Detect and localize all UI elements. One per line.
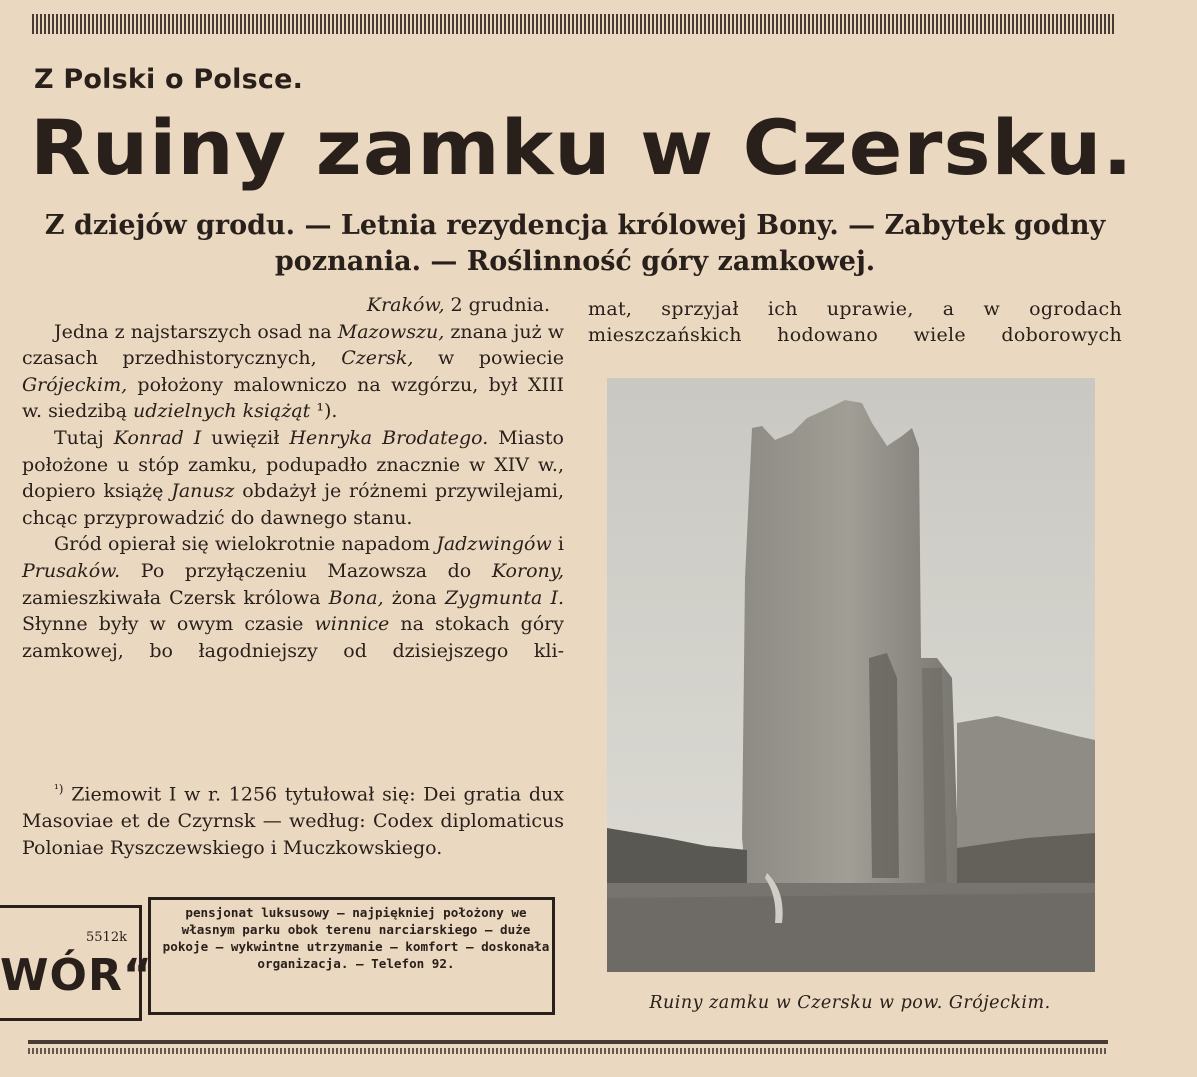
paragraph-1 — [22, 319, 564, 425]
castle-ruins-illustration — [607, 378, 1095, 972]
text: Po przyłączeniu Mazowsza do — [120, 559, 492, 582]
article-right-column — [588, 296, 1122, 348]
text-italic: Prusaków. — [22, 559, 121, 582]
text: zamieszkiwała Czersk królowa — [22, 586, 329, 609]
section-kicker: Z Polski o Polsce. — [34, 64, 304, 95]
text-italic: Czersk, — [341, 347, 414, 370]
bottom-rule — [28, 1040, 1108, 1044]
text-italic: Zygmunta I. — [444, 586, 564, 609]
text: znana już w czasach przedhistorycznych, — [22, 320, 564, 370]
article-left-column — [22, 292, 564, 664]
text: Miasto położone u stóp zamku, podupadło znacznie w XIV w., dopiero książę — [22, 426, 564, 503]
text: Gród opierał się wielokrotnie napadom — [54, 533, 437, 556]
text-italic: Janusz — [171, 480, 235, 503]
text-italic: Korony, — [491, 559, 564, 582]
paragraph-3 — [22, 531, 564, 664]
castle-ruins-photo — [607, 378, 1095, 972]
advertisement-name: WÓR“ — [0, 950, 153, 1001]
text-italic: udzielnych książąt — [132, 400, 311, 423]
text: żona — [383, 586, 445, 609]
top-decorative-rule — [32, 14, 1116, 34]
paragraph-2 — [22, 425, 564, 531]
dateline-date: 2 grudnia. — [450, 294, 550, 316]
article-subtitle — [28, 208, 1122, 280]
text: na stokach góry zamkowej, bo łagodniejszy od dzisiejszego kli- — [22, 613, 564, 662]
text-italic: Konrad I — [113, 426, 202, 449]
footnote-text: Ziemowit I w r. 1256 tytułował się: Dei gratia dux Masoviae et de Czyrnsk — według: Codex diplomaticus Poloniae Ryszczewskiego i Muczkowskiego. — [22, 783, 564, 860]
text-italic: Bona, — [328, 586, 384, 609]
dateline — [22, 292, 564, 319]
text-italic: Henryka Brodatego. — [289, 426, 489, 449]
bottom-decorative-rule — [28, 1048, 1108, 1054]
dateline-place: Kraków, — [366, 294, 445, 316]
text: Tutaj — [54, 426, 114, 449]
text: obdażył je różnemi przywilejami, chcąc przyprowadzić do dawnego stanu. — [22, 480, 565, 529]
footnote — [22, 776, 564, 862]
text-italic: Mazowszu, — [337, 320, 445, 343]
text: uwięził — [201, 426, 290, 449]
text-italic: Grójeckim, — [22, 373, 128, 396]
footnote-mark: ¹) — [54, 782, 64, 796]
text: w powiecie — [413, 347, 564, 370]
text: położony malowniczo na wzgórzu, był XIII w. siedzibą — [22, 373, 564, 423]
right-column-line-1: mat, sprzyjał ich uprawie, a w ogrodach — [588, 298, 1122, 320]
subtitle-line-2: poznania. — Roślinność góry zamkowej. — [274, 246, 876, 277]
text: Jedna z najstarszych osad na — [54, 320, 338, 343]
text: Słynne były w owym czasie — [22, 613, 315, 636]
article-headline: Ruiny zamku w Czersku. — [30, 103, 1134, 192]
advertisement-number: 5512k — [86, 930, 127, 945]
text-italic: Jadzwingów — [436, 533, 552, 556]
subtitle-line-1: Z dziejów grodu. — Letnia rezydencja królowej Bony. — Zabytek godny — [44, 210, 1106, 241]
advertisement-text: pensjonat luksusowy — najpiękniej położony we własnym parku obok terenu narciarskiego — duże pokoje — wykwintne utrzymanie — komfort — doskonała organizacja. — Telefon 92. — [162, 905, 550, 971]
footnote-ref: ¹). — [310, 400, 338, 423]
photo-caption: Ruiny zamku w Czersku w pow. Grójeckim. — [649, 993, 1051, 1013]
text: i — [551, 533, 564, 556]
right-column-line-2: mieszczańskich hodowano wiele doborowych — [588, 324, 1122, 346]
text-italic: winnice — [314, 613, 390, 636]
